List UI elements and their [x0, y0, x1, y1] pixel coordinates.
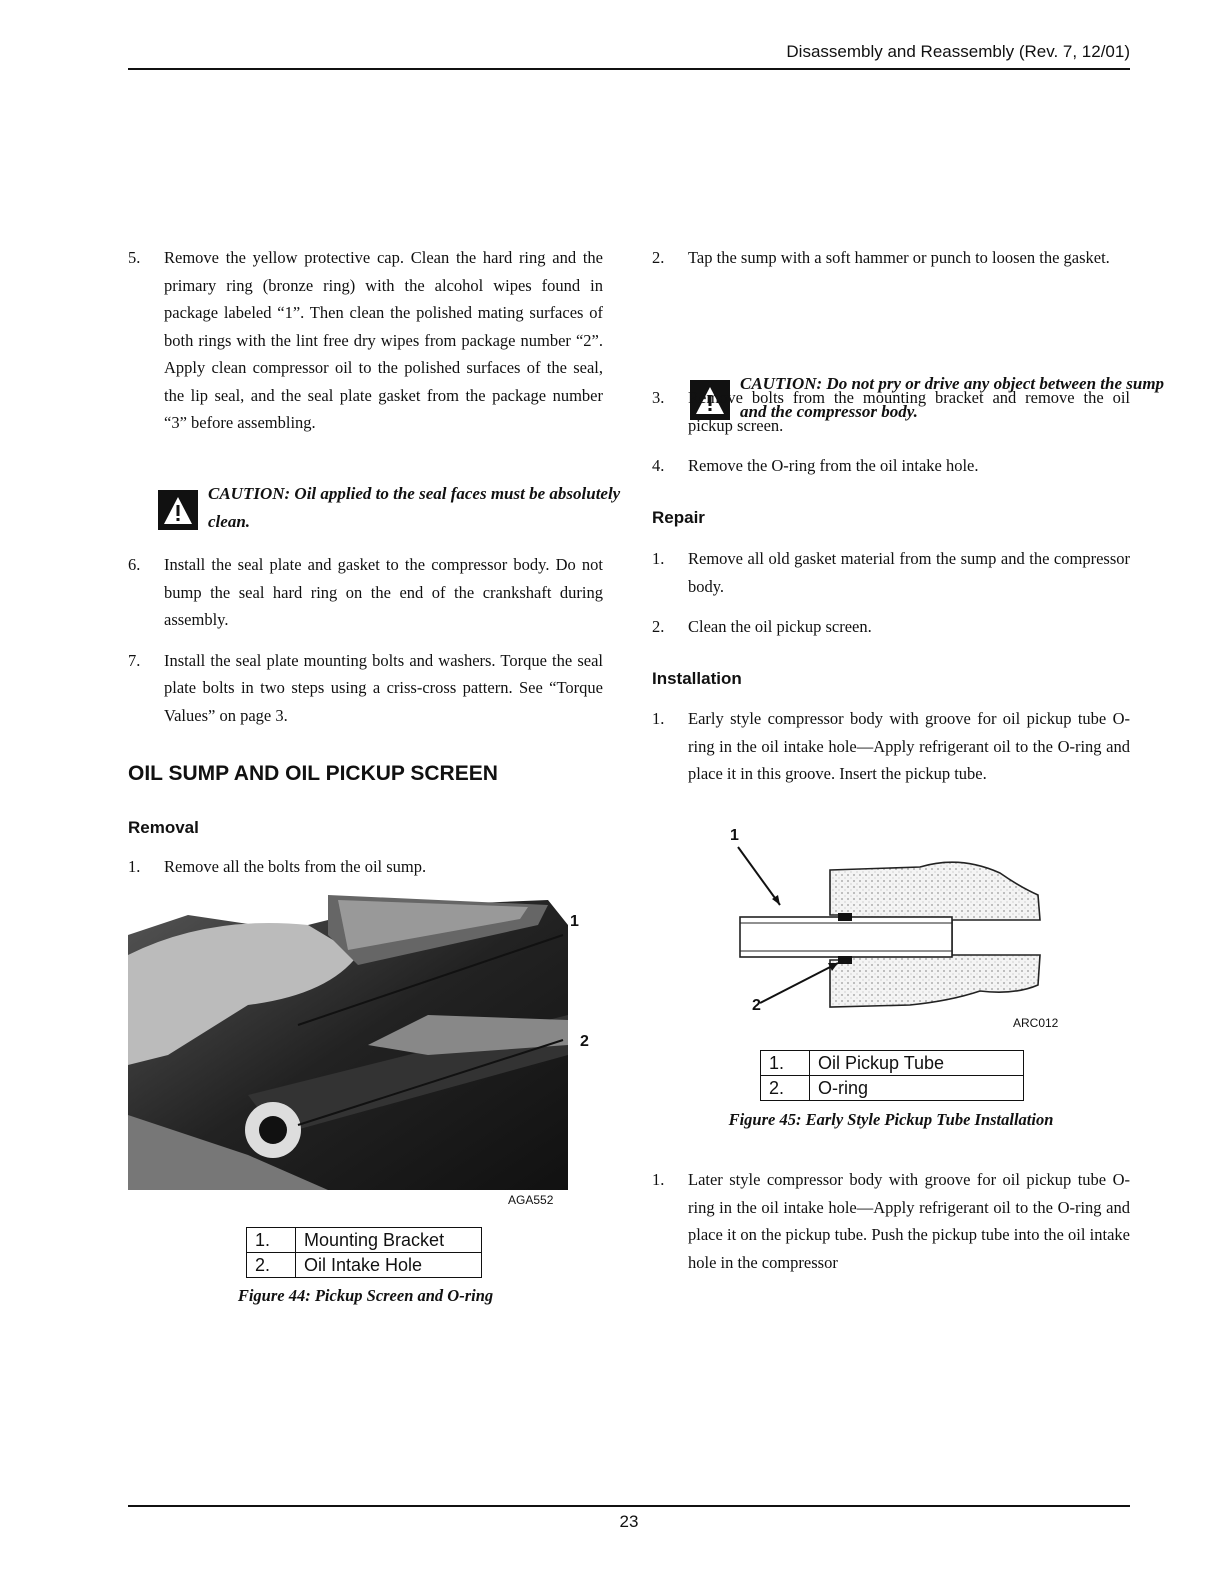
figure-44-photo: [128, 895, 589, 1190]
removal-1: 1. Remove all the bolts from the oil sump.: [128, 857, 427, 876]
repair-2: 2. Clean the oil pickup screen.: [652, 617, 872, 636]
fig44-callout-1: 1: [570, 913, 579, 930]
fig45-callout-2: 2: [752, 997, 761, 1014]
removal-3: 3. Remove bolts from the mounting bracket and remove the oil pickup screen.: [652, 388, 1130, 435]
left-steps-6-7: [128, 551, 603, 729]
warning-icon: [158, 490, 198, 530]
installation-heading: Installation: [652, 669, 742, 688]
legend-row: 1. Mounting Bracket: [247, 1228, 482, 1253]
caution-do-not-pry: CAUTION: Do not pry or drive any object between the sump and the compressor body.: [690, 370, 1180, 426]
install-step-later: [652, 1166, 1130, 1276]
footer-rule: [128, 1505, 1130, 1507]
install-1: 1. Early style compressor body with groove for oil pickup tube O-ring in the oil intake hole—Apply refrigerant oil to the O-ring and place it in this groove. Insert the pickup tube.: [652, 709, 1130, 783]
legend-row: 2. O-ring: [761, 1076, 1024, 1101]
step-5: 5. Remove the yellow protective cap. Clean the hard ring and the primary ring (bronze ring) with the alcohol wipes found in package labeled “1”. Then clean the polished mating surfaces of both rings with the lint free dry wipes from package number “2”. Apply clean compressor oil to the polished surfaces of the seal, the lip seal, and the seal plate gasket from the package number “3” before assembling.: [128, 248, 603, 432]
fig45-callout-1: 1: [730, 827, 739, 844]
fig45-caption: Figure 45: Early Style Pickup Tube Installation: [728, 1110, 1054, 1129]
fig44-legend: [246, 1227, 482, 1278]
figure-45-diagram: [720, 825, 1080, 1030]
install-later-1: 1. Later style compressor body with groove for oil pickup tube O-ring in the oil intake hole—Apply refrigerant oil to the O-ring and place it on the pickup tube. Push the pickup tube into the oil intake hole in the compressor: [652, 1170, 1130, 1272]
legend-row: 1. Oil Pickup Tube: [761, 1051, 1024, 1076]
right-removal-3-4: [652, 384, 1130, 480]
caution-oil-clean: CAUTION: Oil applied to the seal faces must be absolutely clean.: [158, 480, 653, 536]
removal-2: 2. Tap the sump with a soft hammer or punch to loosen the gasket.: [652, 248, 1110, 267]
step-6: 6. Install the seal plate and gasket to the compressor body. Do not bump the seal hard ring on the end of the crankshaft during assembly.: [128, 555, 603, 629]
removal-heading: Removal: [128, 818, 199, 837]
right-removal-2: [652, 244, 1130, 272]
fig44-code: AGA552: [508, 1193, 554, 1207]
removal-step-1: [128, 853, 603, 881]
legend-row: 2. Oil Intake Hole: [247, 1253, 482, 1278]
running-header: Disassembly and Reassembly (Rev. 7, 12/01): [786, 42, 1130, 61]
repair-steps: [652, 545, 1130, 641]
step-7: 7. Install the seal plate mounting bolts and washers. Torque the seal plate bolts in two steps using a criss-cross pattern. See “Torque Values” on page 3.: [128, 650, 603, 725]
left-column: [128, 244, 603, 437]
fig44-caption: Figure 44: Pickup Screen and O-ring: [237, 1286, 494, 1305]
repair-heading: Repair: [652, 508, 705, 527]
fig44-callout-2: 2: [580, 1033, 589, 1050]
fig45-legend: [760, 1050, 1024, 1101]
fig45-code: ARC012: [1013, 1016, 1059, 1030]
header-rule: [128, 68, 1130, 70]
install-step-1: [652, 705, 1130, 788]
removal-4: 4. Remove the O-ring from the oil intake hole.: [652, 456, 979, 475]
page-number: 23: [619, 1512, 639, 1531]
section-title: OIL SUMP AND OIL PICKUP SCREEN: [128, 762, 498, 785]
repair-1: 1. Remove all old gasket material from the sump and the compressor body.: [652, 549, 1130, 596]
